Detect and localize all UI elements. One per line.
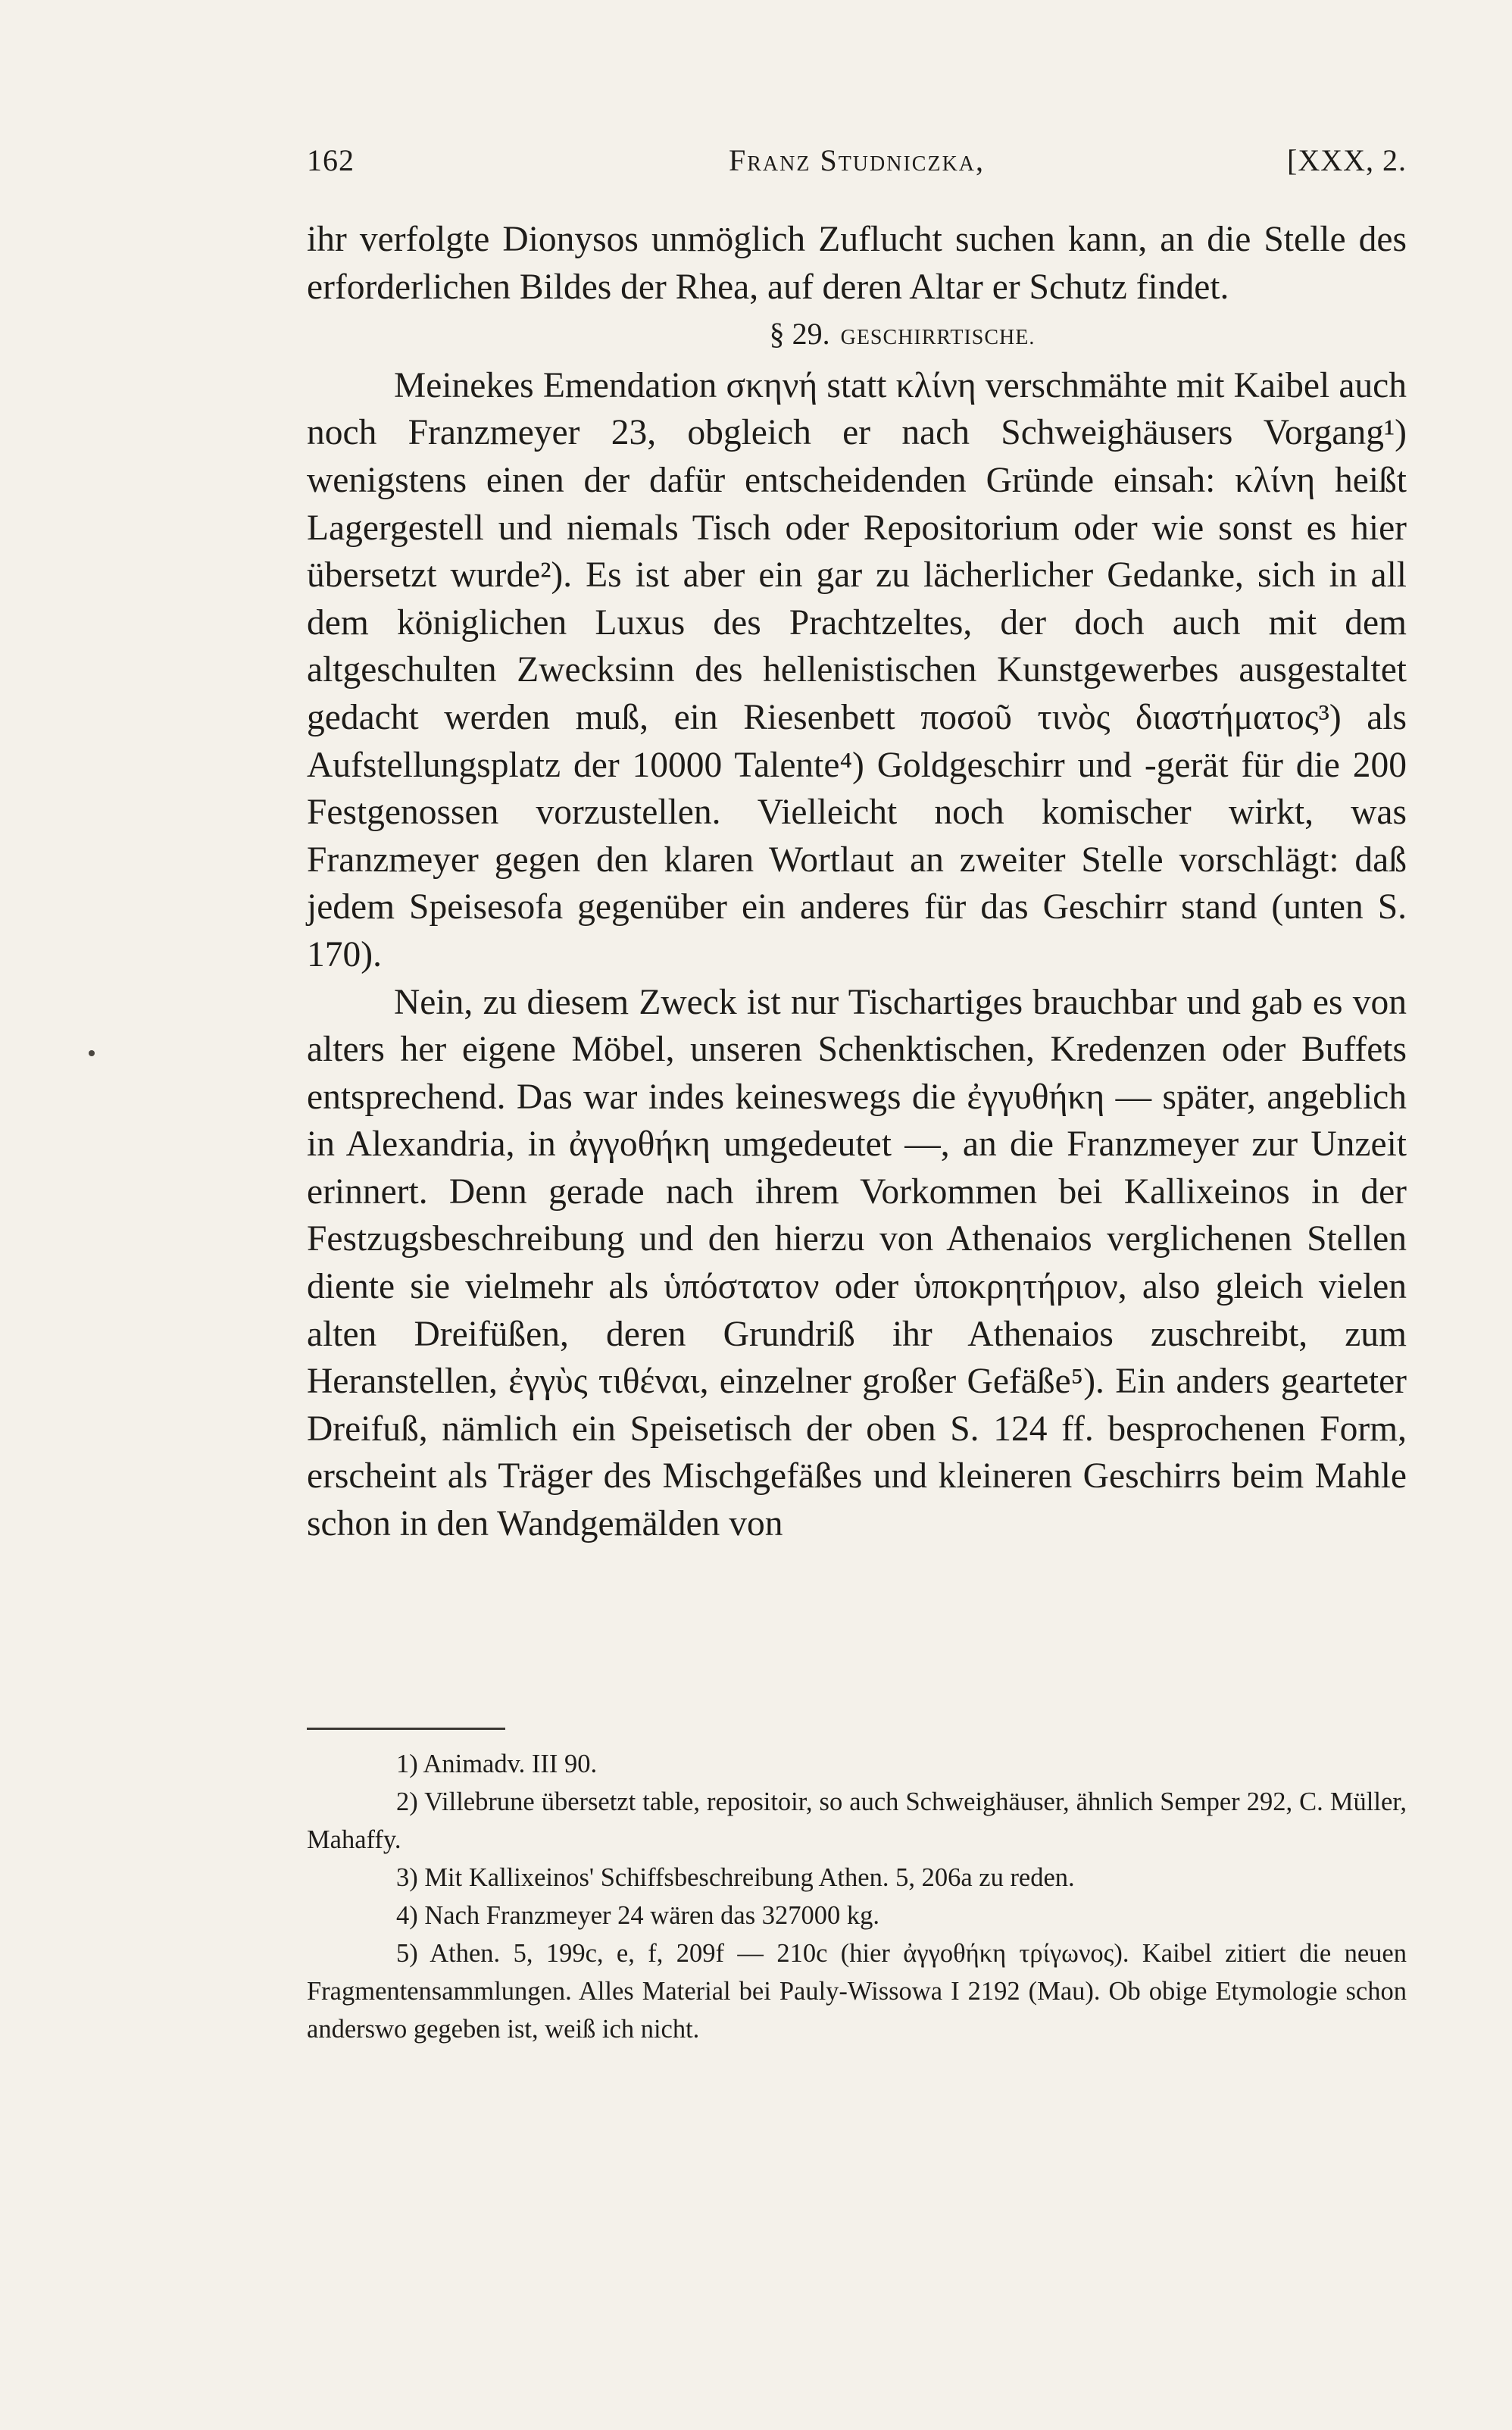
page-header <box>307 142 1407 188</box>
margin-dot <box>89 1050 95 1056</box>
footnote-rule <box>307 1728 505 1730</box>
footnote: 4) Nach Franzmeyer 24 wären das 327000 kg. <box>396 1901 880 1930</box>
section-title: GESCHIRRTISCHE. <box>840 326 1036 350</box>
running-title: Franz Studniczka, <box>728 143 986 177</box>
footnote: 5) Athen. 5, 199c, e, f, 209f — 210c (hier ἀγγοθήκη τρίγωνος). Kaibel zitiert die neuen Fragmentensammlungen. Alles Material bei Pauly-Wissowa I 2192 (Mau). Ob obige Etymologie schon anderswo gegeben ist, weiß ich nicht. <box>307 1939 1407 2044</box>
footnote: 1) Animadv. III 90. <box>396 1750 598 1778</box>
main-text <box>307 216 1407 1548</box>
section-number: § 29. <box>769 317 830 352</box>
paragraph: Nein, zu diesem Zweck ist nur Tischartiges brauchbar und gab es von alters her eigene Möbel, unseren Schenktischen, Kredenzen oder Buffets entsprechend. Das war indes keineswegs die ἐγγυθήκη — später, angeblich in Alexandria, in ἀγγοθήκη umgedeutet —, an die Franzmeyer zur Unzeit erinnert. Denn gerade nach ihrem Vorkommen bei Kallixeinos in der Festzugsbeschreibung und den hierzu von Athenaios verglichenen Stellen diente sie vielmehr als ὑπόστατον oder ὑποκρητήριον, also gleich vielen alten Dreifüßen, deren Grundriß ihr Athenaios zuschreibt, zum Heranstellen, ἐγγὺς τιθέναι, einzelner großer Gefäße⁵). Ein anders gearteter Dreifuß, nämlich ein Speisetisch der oben S. 124 ff. besprochenen Form, erscheint als Träger des Mischgefäßes und kleineren Geschirrs beim Mahle schon in den Wandgemälden von <box>307 982 1407 1544</box>
footnotes <box>307 1745 1407 2048</box>
page-number: 162 <box>307 143 355 177</box>
paragraph: Meinekes Emendation σκηνή statt κλίνη verschmähte mit Kaibel auch noch Franzmeyer 23, obgleich er nach Schweighäusers Vorgang¹) wenigstens einen der dafür entscheidenden Gründe einsah: κλίνη heißt Lagergestell und niemals Tisch oder Repositorium oder wie sonst es hier übersetzt wurde²). Es ist aber ein gar zu lächerlicher Gedanke, sich in all dem königlichen Luxus des Prachtzeltes, der doch auch mit dem altgeschulten Zwecksinn des hellenistischen Kunstgewerbes ausgestaltet gedacht werden muß, ein Riesenbett ποσοῦ τινὸς διαστήματος³) als Aufstellungsplatz der 10000 Talente⁴) Goldgeschirr und -gerät für die 200 Festgenossen vorzustellen. Vielleicht noch komischer wirkt, was Franzmeyer gegen den klaren Wortlaut an zweiter Stelle vorschlägt: daß jedem Speisesofa gegenüber ein anderes für das Geschirr stand (unten S. 170). <box>307 365 1407 974</box>
footnote: 3) Mit Kallixeinos' Schiffsbeschreibung Athen. 5, 206a zu reden. <box>396 1863 1075 1892</box>
paragraph-continuation: ihr verfolgte Dionysos unmöglich Zuflucht suchen kann, an die Stelle des erforderlichen Bildes der Rhea, auf deren Altar er Schutz findet. <box>307 220 1407 307</box>
volume-reference: [XXX, 2. <box>1287 143 1407 177</box>
footnote: 2) Villebrune übersetzt table, repositoir, so auch Schweighäuser, ähnlich Semper 292, C. Müller, Mahaffy. <box>307 1787 1407 1854</box>
section-heading <box>307 311 1407 362</box>
